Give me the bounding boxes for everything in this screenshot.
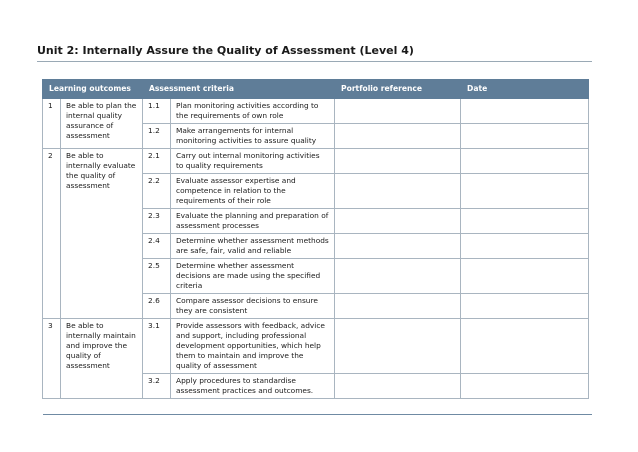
date-cell[interactable] bbox=[461, 124, 589, 149]
criterion-text: Evaluate the planning and preparation of assessment processes bbox=[171, 209, 335, 234]
date-cell[interactable] bbox=[461, 234, 589, 259]
portfolio-reference-cell[interactable] bbox=[335, 374, 461, 399]
portfolio-reference-cell[interactable] bbox=[335, 319, 461, 374]
outcome-text: Be able to internally maintain and improve the quality of assessment bbox=[61, 319, 143, 399]
criterion-text: Make arrangements for internal monitoring activities to assure quality bbox=[171, 124, 335, 149]
footer-divider bbox=[43, 414, 592, 415]
portfolio-reference-cell[interactable] bbox=[335, 209, 461, 234]
date-cell[interactable] bbox=[461, 149, 589, 174]
portfolio-reference-cell[interactable] bbox=[335, 234, 461, 259]
portfolio-reference-cell[interactable] bbox=[335, 174, 461, 209]
outcome-text: Be able to plan the internal quality assurance of assessment bbox=[61, 99, 143, 149]
page-title: Unit 2: Internally Assure the Quality of Assessment (Level 4) bbox=[37, 44, 414, 57]
header-portfolio-reference: Portfolio reference bbox=[335, 80, 461, 99]
criterion-number: 2.1 bbox=[143, 149, 171, 174]
date-cell[interactable] bbox=[461, 259, 589, 294]
outcome-text: Be able to internally evaluate the quality of assessment bbox=[61, 149, 143, 319]
criterion-text: Determine whether assessment methods are safe, fair, valid and reliable bbox=[171, 234, 335, 259]
date-cell[interactable] bbox=[461, 294, 589, 319]
portfolio-reference-cell[interactable] bbox=[335, 259, 461, 294]
portfolio-reference-cell[interactable] bbox=[335, 149, 461, 174]
criterion-number: 1.1 bbox=[143, 99, 171, 124]
assessment-table bbox=[42, 79, 589, 399]
date-cell[interactable] bbox=[461, 319, 589, 374]
title-divider bbox=[37, 61, 592, 62]
date-cell[interactable] bbox=[461, 99, 589, 124]
portfolio-reference-cell[interactable] bbox=[335, 294, 461, 319]
outcome-number: 2 bbox=[43, 149, 61, 319]
criterion-number: 2.6 bbox=[143, 294, 171, 319]
criterion-text: Determine whether assessment decisions are made using the specified criteria bbox=[171, 259, 335, 294]
table-row bbox=[43, 319, 589, 374]
header-learning-outcomes: Learning outcomes bbox=[43, 80, 143, 99]
date-cell[interactable] bbox=[461, 209, 589, 234]
header-assessment-criteria: Assessment criteria bbox=[143, 80, 335, 99]
table-row bbox=[43, 99, 589, 124]
criterion-number: 3.1 bbox=[143, 319, 171, 374]
criterion-text: Provide assessors with feedback, advice and support, including professional development opportunities, which help them to maintain and improve the quality of assessment bbox=[171, 319, 335, 374]
outcome-number: 1 bbox=[43, 99, 61, 149]
criterion-text: Compare assessor decisions to ensure they are consistent bbox=[171, 294, 335, 319]
table-header-row bbox=[43, 80, 589, 99]
date-cell[interactable] bbox=[461, 374, 589, 399]
header-date: Date bbox=[461, 80, 589, 99]
criterion-text: Carry out internal monitoring activities to quality requirements bbox=[171, 149, 335, 174]
date-cell[interactable] bbox=[461, 174, 589, 209]
table-row bbox=[43, 149, 589, 174]
criterion-text: Evaluate assessor expertise and competence in relation to the requirements of their role bbox=[171, 174, 335, 209]
portfolio-reference-cell[interactable] bbox=[335, 99, 461, 124]
outcome-number: 3 bbox=[43, 319, 61, 399]
criterion-number: 2.3 bbox=[143, 209, 171, 234]
portfolio-reference-cell[interactable] bbox=[335, 124, 461, 149]
criterion-text: Plan monitoring activities according to the requirements of own role bbox=[171, 99, 335, 124]
criterion-number: 1.2 bbox=[143, 124, 171, 149]
criterion-text: Apply procedures to standardise assessment practices and outcomes. bbox=[171, 374, 335, 399]
criterion-number: 3.2 bbox=[143, 374, 171, 399]
criterion-number: 2.5 bbox=[143, 259, 171, 294]
criterion-number: 2.4 bbox=[143, 234, 171, 259]
criterion-number: 2.2 bbox=[143, 174, 171, 209]
